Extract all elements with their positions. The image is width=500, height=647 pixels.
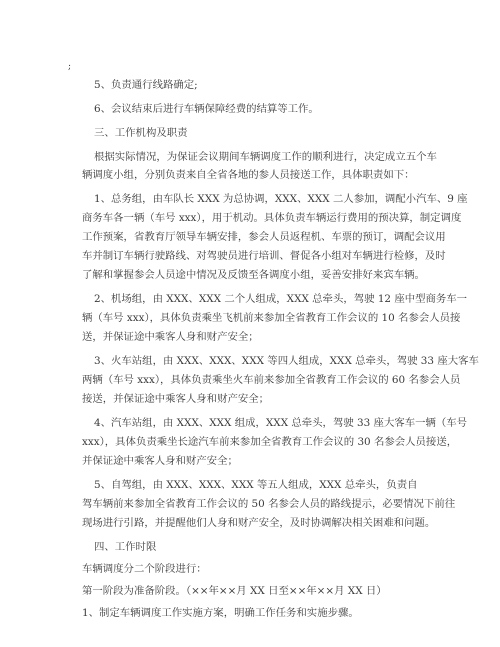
item-5-line: 5、负责通行线路确定;	[94, 79, 198, 91]
paragraph-line: 2、机场组，由 XXX、XXX 二个人组成，XXX 总牵头，驾驶 12 座中型商务车一	[94, 293, 468, 305]
paragraph-line: 车并制订车辆行驶路线、对驾驶员进行培训、督促各小组对车辆进行检修，及时	[82, 250, 446, 262]
paragraph-line: 两辆（车号 xxx），具体负责乘坐火车前来参加全省教育工作会议的 60 名参会人员	[82, 374, 461, 386]
paragraph-line: 了解和掌握参会人员途中情况及反馈至各调度小组，妥善安排好来宾车辆。	[82, 269, 425, 281]
paragraph-line: 根据实际情况，为保证会议期间车辆调度工作的顺利进行，决定成立五个车	[94, 151, 437, 163]
paragraph-line: 商务车各一辆（车号 xxx），用于机动。具体负责车辆运行费用的预决算，制定调度	[82, 212, 462, 224]
paragraph-line: 并保证途中乘客人身和财产安全；	[82, 455, 238, 467]
paragraph-line: 接送，并保证途中乘客人身和财产安全；	[82, 393, 270, 405]
section-heading-3: 三、工作机构及职责	[94, 127, 188, 139]
paragraph-line: 送，并保证途中乘客人身和财产安全；	[82, 331, 259, 343]
section-heading-4: 四、工作时限	[94, 541, 157, 553]
stray-mark: ;	[68, 62, 72, 72]
paragraph-line: xxx），具体负责乘坐长途汽车前来参加全省教育工作会议的 30 名参会人员接送，	[82, 436, 458, 448]
paragraph-line: 第一阶段为准备阶段。（××年××月 XX 日至××年××月 XX 日）	[82, 585, 387, 597]
paragraph-line: 5、自驾组，由 XXX、XXX、XXX 等五人组成，XXX 总牵头，负责自	[94, 479, 418, 491]
paragraph-line: 辆调度小组，分别负责来自全省各地的参人员接送工作，具体职责如下：	[82, 169, 415, 181]
paragraph-line: 4、汽车站组，由 XXX、XXX 组成，XXX 总牵头，驾驶 33 座大客车一辆（车号	[94, 417, 468, 429]
paragraph-line: 1、制定车辆调度工作实施方案，明确工作任务和实施步骤。	[82, 607, 359, 619]
paragraph-line: 车辆调度分二个阶段进行：	[82, 563, 207, 575]
paragraph-line: 现场进行引路，并提醒他们人身和财产安全，及时协调解决相关困难和问题。	[82, 517, 436, 529]
paragraph-line: 3、火车站组，由 XXX、XXX、XXX 等四人组成，XXX 总牵头，驾驶 33 座大客车	[94, 355, 479, 367]
paragraph-line: 1、总务组，由车队长 XXX 为总协调，XXX、XXX 二人参加，调配小汽车、9 座	[94, 193, 468, 205]
paragraph-line: 工作预案，省教育厅领导车辆安排，参会人员返程机、车票的预订，调配会议用	[82, 231, 446, 243]
item-6-line: 6、会议结束后进行车辆保障经费的结算等工作。	[94, 103, 319, 115]
paragraph-line: 辆（车号 xxx），具体负责乘坐飞机前来参加全省教育工作会议的 10 名参会人员接	[82, 312, 461, 324]
paragraph-line: 驾车辆前来参加全省教育工作会议的 50 名参会人员的路线提示，必要情况下前往	[82, 498, 456, 510]
